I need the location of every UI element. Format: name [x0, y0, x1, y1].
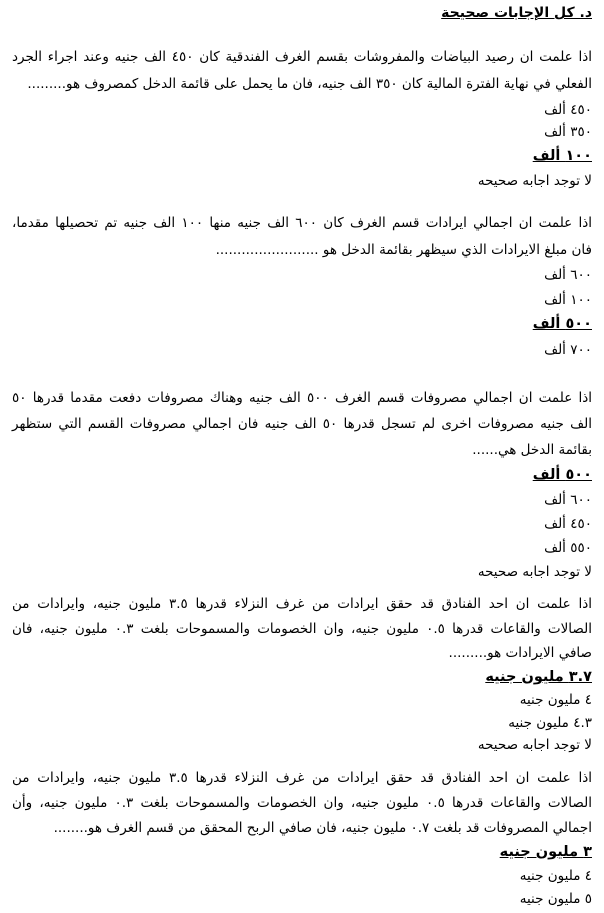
answer-option: ٦٠٠ ألف [544, 492, 592, 508]
question-text-line: الف جنيه مصروفات اخرى لم تسجل قدرها ٥٠ الف جنيه فان اجمالي مصروفات القسم التي ستظهر [12, 416, 592, 432]
correct-answer-option: ٥٠٠ ألف [532, 467, 592, 483]
answer-option: ٥ مليون جنيه [519, 891, 592, 907]
question-text-line: بقائمة الدخل هي...... [472, 442, 592, 458]
answer-option: ٤ مليون جنيه [519, 868, 592, 884]
correct-answer-option: ٣ مليون جنيه [499, 844, 592, 860]
question-text-line: الصالات والقاعات قدرها ٠.٥ مليون جنيه، وان الخصومات والمسموحات بلغت ٠.٣ مليون جنيه، وأن [12, 795, 592, 811]
answer-option: ٦٠٠ ألف [544, 267, 592, 283]
correct-answer-option: ١٠٠ ألف [532, 148, 592, 164]
answer-option: ٤٥٠ ألف [544, 102, 592, 118]
answer-option: ٤٥٠ ألف [544, 516, 592, 532]
question-text-line: اذا علمت ان رصيد البياضات والمفروشات بقسم الغرف الفندقية كان ٤٥٠ الف جنيه وعند اجراء الجرد [12, 49, 592, 65]
answer-option: ٧٠٠ ألف [544, 342, 592, 358]
question-text-line: اذا علمت ان اجمالي مصروفات قسم الغرف ٥٠٠ الف جنيه وهناك مصروفات دفعت مقدما قدرها ٥٠ [12, 390, 592, 406]
question-text-line: اذا علمت ان احد الفنادق قد حقق ايرادات من غرف النزلاء قدرها ٣.٥ مليون جنيه، وايرادات من [12, 596, 592, 612]
question-text-line: اجمالي المصروفات قد بلغت ٠.٧ مليون جنيه، فان صافي الربح المحقق من قسم الغرف هو........ [53, 820, 592, 836]
section-heading: د. كل الإجابات صحيحة [441, 5, 592, 21]
answer-option: ١٠٠ ألف [544, 292, 592, 308]
answer-option: ٣٥٠ ألف [544, 124, 592, 140]
answer-option: لا توجد اجابه صحيحه [477, 737, 592, 753]
question-text-line: اذا علمت ان احد الفنادق قد حقق ايرادات من غرف النزلاء قدرها ٣.٥ مليون جنيه، وايرادات من [12, 770, 592, 786]
answer-option: لا توجد اجابه صحيحه [477, 564, 592, 580]
answer-option: لا توجد اجابه صحيحه [477, 173, 592, 189]
question-text-line: صافي الايرادات هو......... [448, 645, 592, 661]
correct-answer-option: ٣.٧ مليون جنيه [485, 669, 592, 685]
question-text-line: فان مبلغ الايرادات الذي سيظهر بقائمة الدخل هو ........................ [215, 242, 592, 258]
correct-answer-option: ٥٠٠ ألف [532, 316, 592, 332]
question-text-line: اذا علمت ان اجمالي ايرادات قسم الغرف كان ٦٠٠ الف جنيه منها ١٠٠ الف جنيه تم تحصيلها مقدما، [12, 215, 592, 231]
answer-option: ٤ مليون جنيه [519, 692, 592, 708]
answer-option: ٤.٣ مليون جنيه [508, 715, 592, 731]
answer-option: ٥٥٠ ألف [544, 540, 592, 556]
question-text-line: الصالات والقاعات قدرها ٠.٥ مليون جنيه، وان الخصومات والمسموحات بلغت ٠.٣ مليون جنيه، فان [12, 621, 592, 637]
question-text-line: الفعلي في نهاية الفترة المالية كان ٣٥٠ الف جنيه، فان ما يحمل على قائمة الدخل كمصروف هو......... [27, 76, 592, 92]
